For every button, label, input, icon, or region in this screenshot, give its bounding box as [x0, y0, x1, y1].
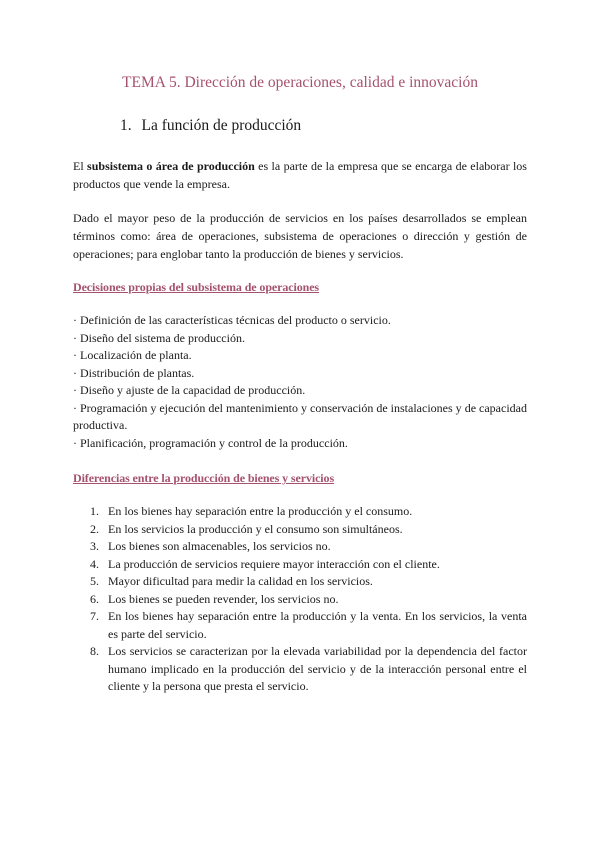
list-item: · Diseño del sistema de producción.: [73, 330, 245, 345]
list-item: · Definición de las características técnicas del producto o servicio.: [73, 313, 391, 327]
list-item: [73, 503, 527, 521]
differences-heading: Diferencias entre la producción de bienes y servicios: [73, 471, 335, 485]
section-number: 1.: [120, 117, 132, 134]
intro-paragraph-start: El: [73, 159, 88, 173]
list-item: · Diseño y ajuste de la capacidad de producción.: [73, 383, 306, 397]
list-item-number: 2.: [90, 521, 99, 536]
list-item-number: 7.: [90, 609, 99, 623]
list-item: · Programación y ejecución del mantenimiento y conservación de instalaciones y de capacidad productiva.: [73, 400, 527, 432]
list-item-text: Los bienes se pueden revender, los servicios no.: [108, 591, 339, 606]
list-item-number: 6.: [90, 591, 99, 606]
decisions-heading: Decisiones propias del subsistema de operaciones: [73, 280, 319, 294]
list-item: [73, 538, 527, 556]
section-title: La función de producción: [141, 117, 302, 134]
list-item: · Distribución de plantas.: [73, 365, 195, 380]
intro-paragraph-bold-term: subsistema o área de producción: [87, 159, 255, 173]
list-item-text: Los servicios se caracterizan por la elevada variabilidad por la dependencia del factor humano implicado en la producción del servicio y de la interacción personal entre el cliente y la persona que presta el servicio.: [108, 644, 527, 693]
list-item: [73, 521, 527, 539]
intro-paragraph-end: es la parte de la empresa que se encarga de elaborar los productos que vende la empresa.: [73, 159, 527, 191]
list-item-text: La producción de servicios requiere mayor interacción con el cliente.: [108, 556, 440, 571]
list-item: [73, 591, 527, 609]
list-item-text: En los bienes hay separación entre la producción y el consumo.: [108, 504, 413, 518]
list-item-number: 5.: [90, 574, 99, 588]
services-paragraph: Dado el mayor peso de la producción de servicios en los países desarrollados se emplean términos como: área de operaciones, subsistema de operaciones o dirección y gestión de operaciones; para englobar tanto la producción de bienes y servicios.: [73, 211, 527, 261]
list-item: · Localización de planta.: [73, 348, 192, 362]
list-item-text: Mayor dificultad para medir la calidad en los servicios.: [108, 574, 373, 588]
list-item: [73, 643, 527, 696]
list-item: [73, 556, 527, 574]
list-item: [73, 573, 527, 591]
list-item-text: Los bienes son almacenables, los servicios no.: [108, 539, 331, 553]
document-title: TEMA 5. Dirección de operaciones, calidad e innovación: [122, 74, 478, 91]
list-item-number: 3.: [90, 539, 99, 553]
intro-paragraph: [73, 157, 527, 193]
list-item: · Planificación, programación y control de la producción.: [73, 435, 348, 450]
list-item: [73, 608, 527, 643]
list-item-text: En los servicios la producción y el consumo son simultáneos.: [108, 521, 403, 536]
section-heading: [120, 117, 301, 135]
list-item-number: 8.: [90, 644, 99, 658]
decisions-list: [73, 312, 527, 452]
list-item-number: 4.: [90, 556, 99, 571]
list-item-text: En los bienes hay separación entre la producción y la venta. En los servicios, la venta es parte del servicio.: [108, 609, 527, 641]
differences-list: [73, 503, 527, 696]
list-item-number: 1.: [90, 504, 99, 518]
